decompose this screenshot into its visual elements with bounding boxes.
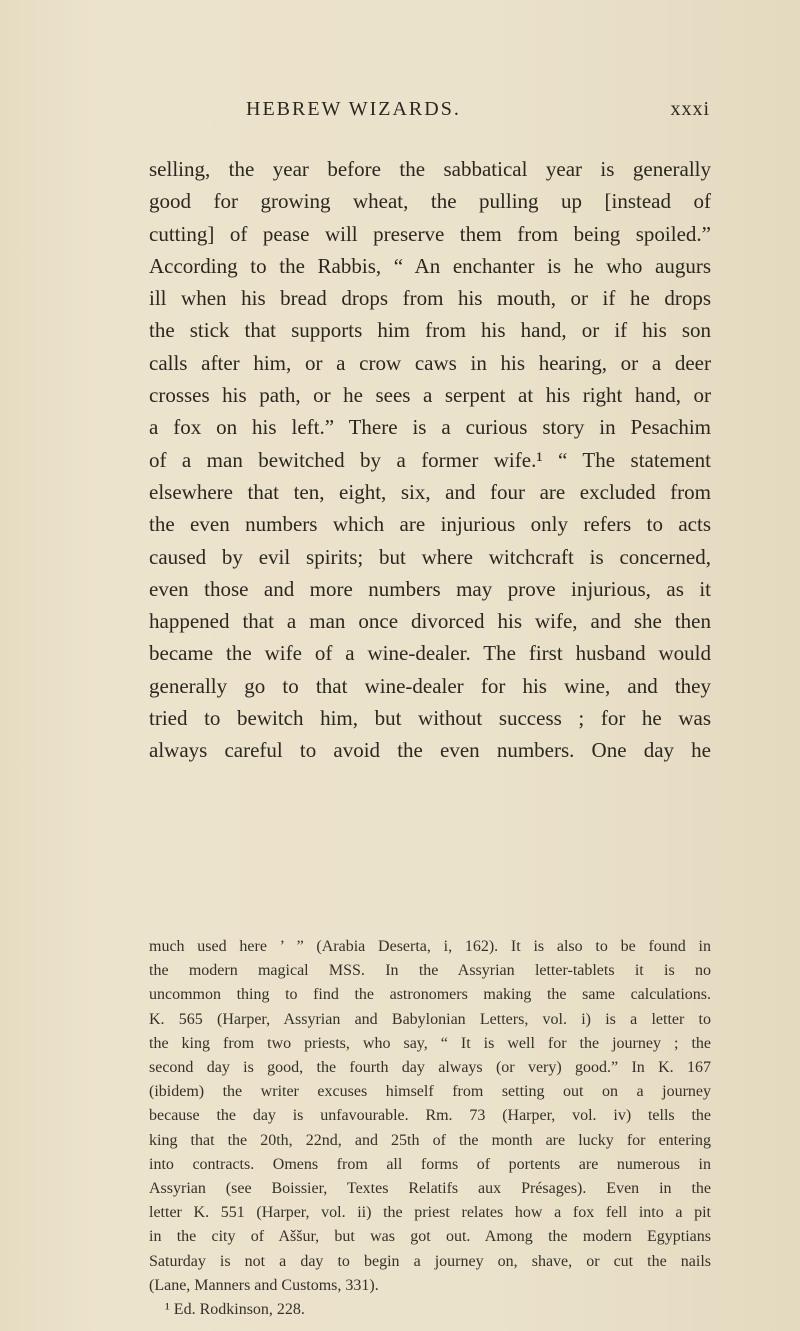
footnote-line: K. 565 (Harper, Assyrian and Babylonian Letters, vol. i) is a letter to [149, 1010, 711, 1028]
footnotes [149, 935, 711, 1322]
footnote-line: (ibidem) the writer excuses himself from setting out on a journey [149, 1083, 711, 1101]
footnote-line: because the day is unfavourable. Rm. 73 (Harper, vol. iv) tells the [149, 1107, 711, 1125]
footnote-line: into contracts. Omens from all forms of portents are numerous in [149, 1155, 711, 1173]
body-line: ill when his bread drops from his mouth, or if he drops [149, 286, 711, 311]
footnote-line: the king from two priests, who say, “ It is well for the journey ; the [149, 1034, 711, 1052]
footnote-line: the modern magical MSS. In the Assyrian letter-tablets it is no [149, 962, 711, 980]
footnote-line: Assyrian (see Boissier, Textes Relatifs aux Présages). Even in the [149, 1180, 711, 1198]
body-line: selling, the year before the sabbatical year is generally [149, 157, 711, 181]
footnote-line: letter K. 551 (Harper, vol. ii) the priest relates how a fox fell into a pit [149, 1204, 711, 1222]
body-line: According to the Rabbis, “ An enchanter is he who augurs [149, 253, 711, 278]
footnote-line: much used here ’ ” (Arabia Deserta, i, 162). It is also to be found in [149, 938, 711, 955]
page-header [150, 98, 710, 128]
footnote-line: second day is good, the fourth day always (or very) good.” In K. 167 [149, 1059, 711, 1077]
body-line: elsewhere that ten, eight, six, and four are excluded from [149, 479, 711, 504]
footnote-2: ¹ Ed. Rodkinson, 228. [165, 1301, 305, 1319]
body-line: good for growing wheat, the pulling up [instead of [149, 189, 711, 214]
body-line: the stick that supports him from his hand, or if his son [149, 318, 711, 343]
footnote-line: in the city of Aššur, but was got out. Among the modern Egyptians [149, 1228, 711, 1246]
footnote-line: (Lane, Manners and Customs, 331). [149, 1276, 379, 1294]
footnote-line: uncommon thing to find the astronomers making the same calculations. [149, 986, 711, 1004]
body-line: became the wife of a wine-dealer. The first husband would [149, 641, 711, 666]
body-line: of a man bewitched by a former wife.¹ “ The statement [149, 447, 711, 472]
body-line: the even numbers which are injurious only refers to acts [149, 512, 711, 537]
body-line: tried to bewitch him, but without success ; for he was [149, 706, 711, 731]
footnote-line: king that the 20th, 22nd, and 25th of the month are lucky for entering [149, 1131, 711, 1149]
running-title: HEBREW WIZARDS. [246, 98, 461, 120]
body-line: even those and more numbers may prove injurious, as it [149, 576, 711, 601]
body-line: crosses his path, or he sees a serpent at his right hand, or [149, 383, 711, 408]
body-line: happened that a man once divorced his wife, and she then [149, 609, 711, 634]
body-line: caused by evil spirits; but where witchcraft is concerned, [149, 544, 711, 569]
body-line: always careful to avoid the even numbers. One day he [149, 738, 711, 763]
body-line: cutting] of pease will preserve them from being spoiled.” [149, 221, 711, 246]
footnote-line: Saturday is not a day to begin a journey on, shave, or cut the nails [149, 1252, 711, 1270]
main-text [149, 153, 711, 767]
body-line: calls after him, or a crow caws in his hearing, or a deer [149, 350, 711, 375]
body-line: generally go to that wine-dealer for his wine, and they [149, 673, 711, 698]
body-line: a fox on his left.” There is a curious story in Pesachim [149, 415, 711, 440]
page-number: xxxi [670, 98, 710, 120]
